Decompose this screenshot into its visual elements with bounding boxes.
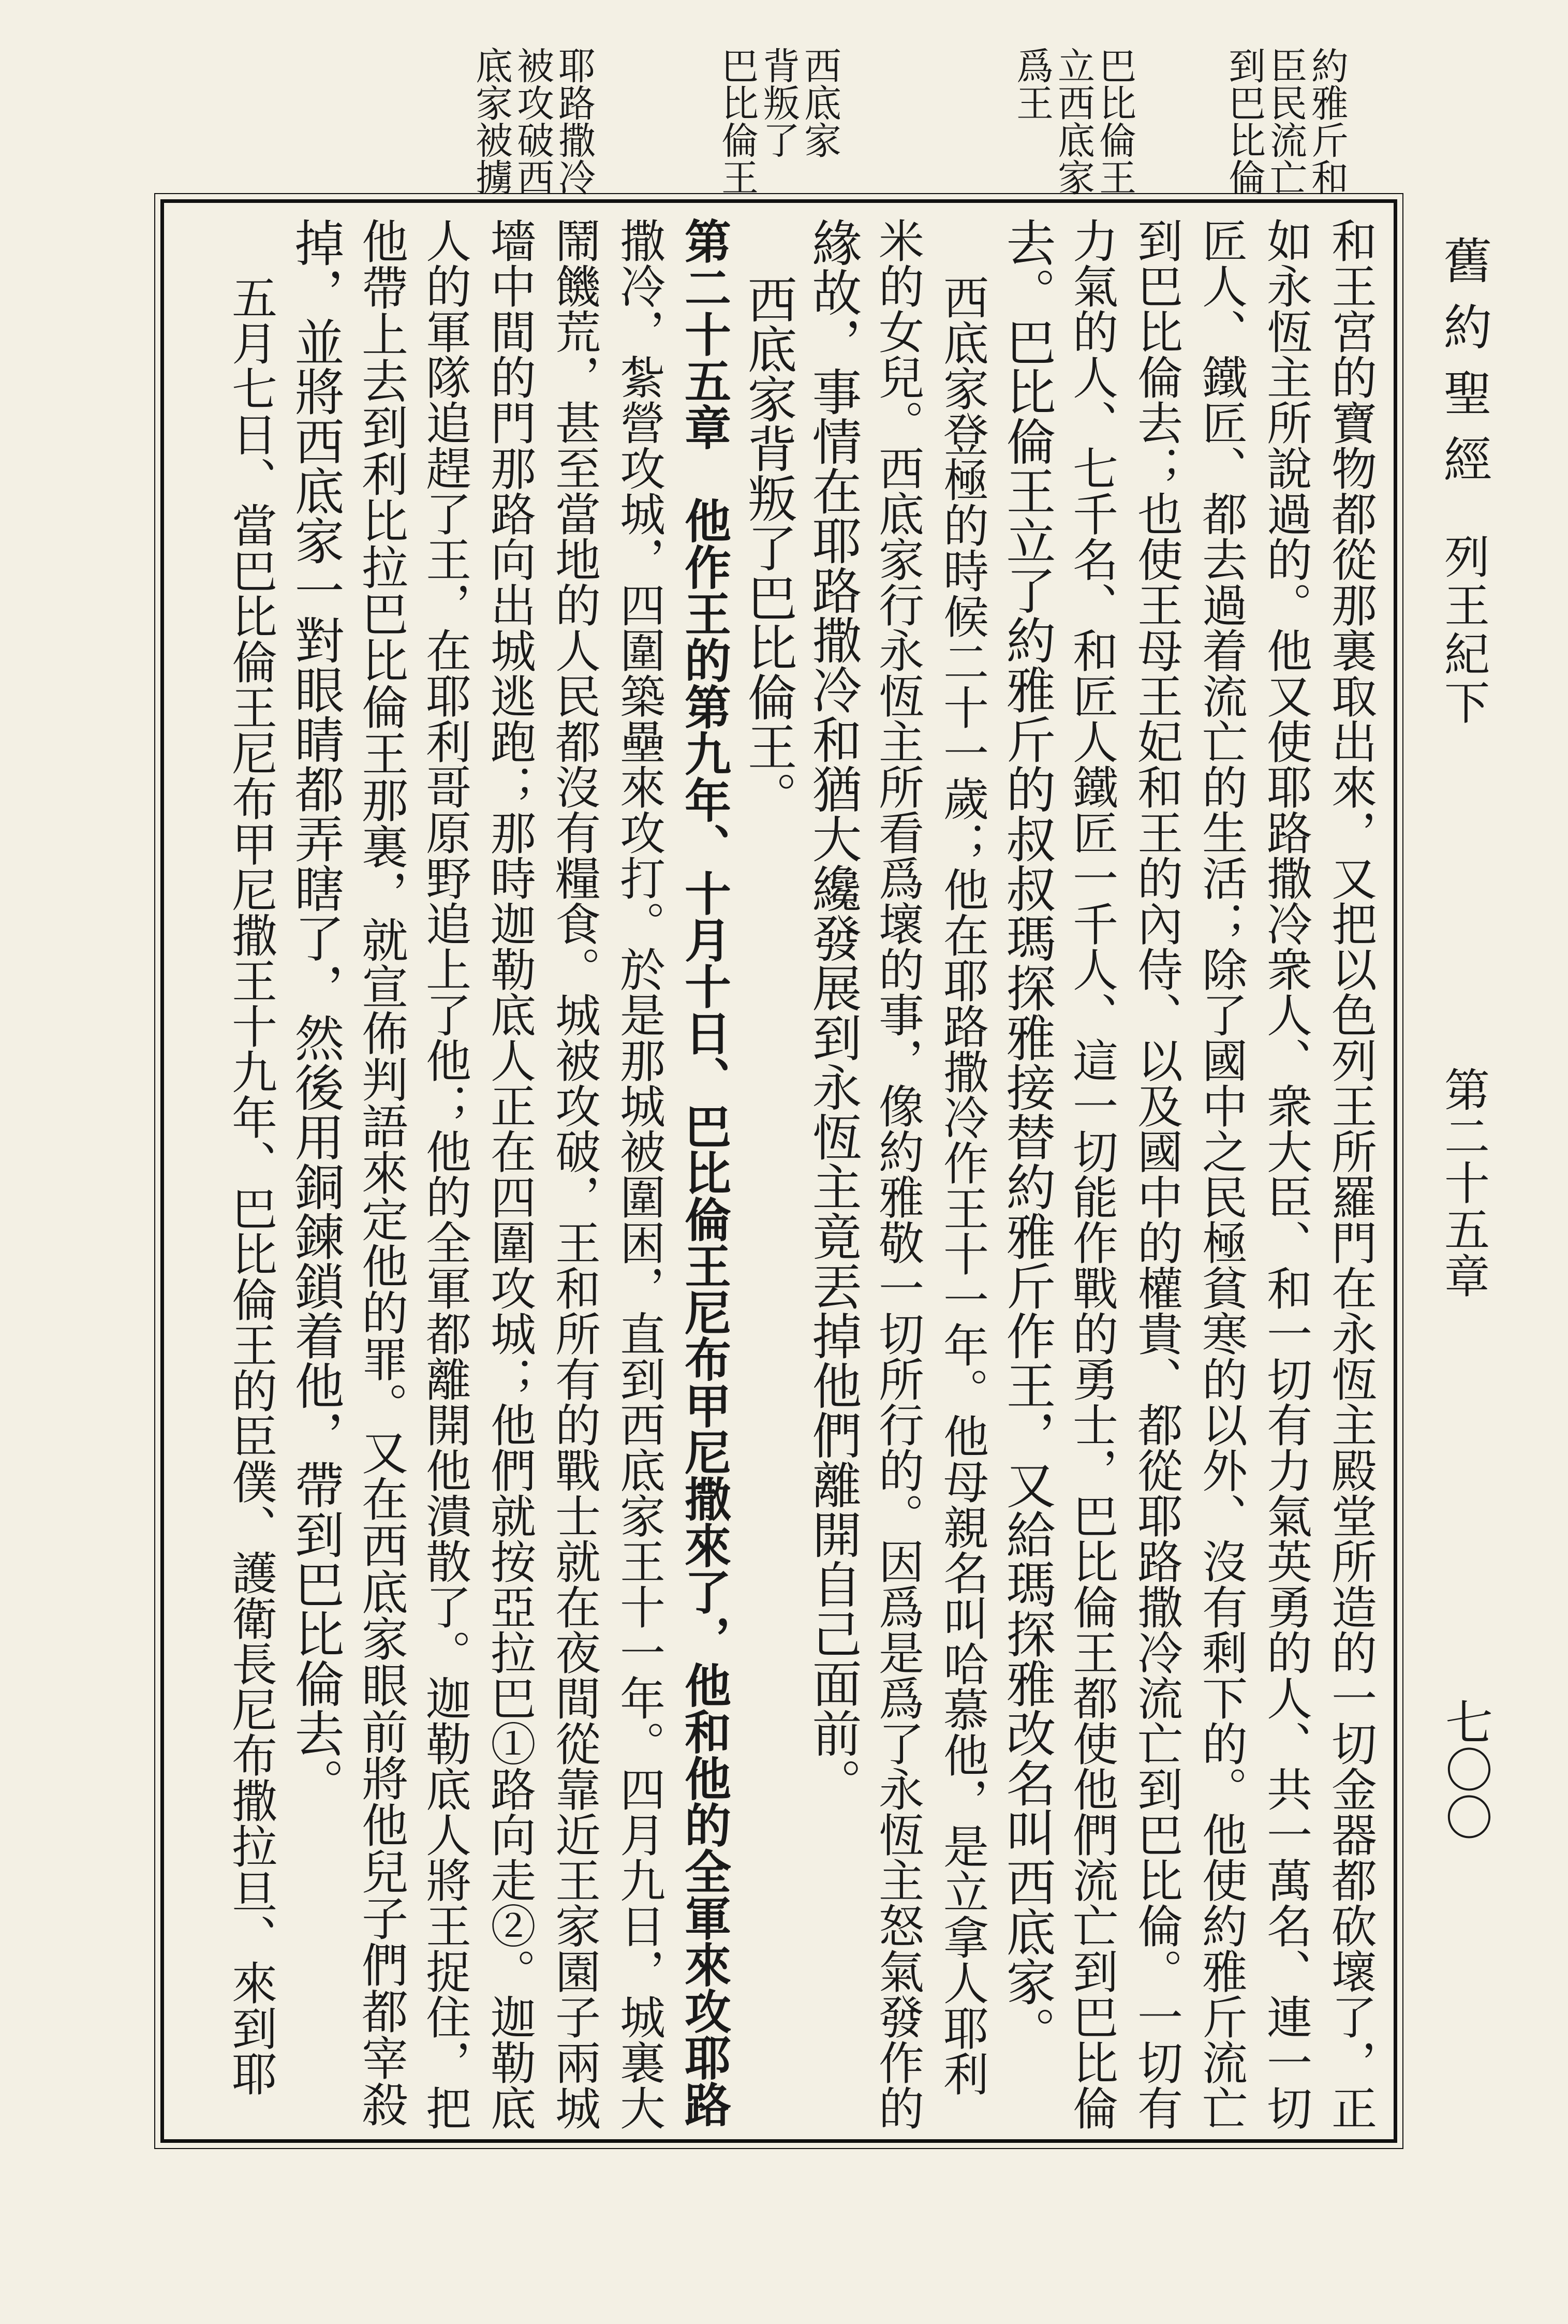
margin-note-line: 底家被擄	[469, 47, 513, 196]
margin-note-line: 立西底家	[1052, 47, 1095, 196]
text-column: 西底家登極的時候二十一歲；他在耶路撒冷作王十一年。他母親名叫哈慕他，是立拿人耶利	[936, 274, 989, 2096]
margin-note-line: 爲王	[1010, 47, 1054, 121]
text-column: 緣故，事情在耶路撒冷和猶大纔發展到永恆主竟丟掉他們離開自己面前。	[804, 217, 862, 1807]
text-column: 撒冷，紮營攻城，四圍築壘來攻打。於是那城被圍困，直到西底家王十一年。四月九日，城裏大	[613, 217, 666, 2130]
text-column: 匠人、鐵匠、都去過着流亡的生活；除了國中之民極貧寒的以外、沒有剩下的。他使約雅斤流亡	[1195, 217, 1248, 2130]
margin-note-line: 耶路撒冷	[552, 47, 596, 196]
running-title: 舊約聖經	[1435, 236, 1491, 501]
text-column: 人的軍隊追趕了王，在耶利哥原野追上了他；他的全軍都離開他潰散了。迦勒底人將王捉住，把	[419, 217, 472, 2130]
chapter-heading-column: 第二十五章 他作王的第九年、十月十日、巴比倫王尼布甲尼撒來了，他和他的全軍來攻耶路	[676, 217, 731, 2127]
text-column: 五月七日、當巴比倫王尼布甲尼撒王十九年、巴比倫王的臣僕、護衛長尼布撒拉旦、來到耶	[225, 274, 278, 2096]
running-book-name: 列王紀下	[1437, 533, 1490, 728]
text-body	[179, 217, 1387, 2132]
text-column: 力氣的人、七千名、和匠人鐵匠一千人、這一切能作戰的勇士，巴比倫王都使他們流亡到巴比倫	[1066, 217, 1119, 2130]
text-column: 鬧饑荒，甚至當地的人民都沒有糧食。城被攻破，王和所有的戰士就在夜間從靠近王家園子兩城	[548, 217, 601, 2130]
text-column: 墻中間的門那路向出城逃跑；那時迦勒底人正在四圍攻城；他們就按亞拉巴①路向走②。迦勒底	[483, 217, 537, 2130]
margin-note-line: 背叛了	[757, 47, 800, 158]
text-column: 去。巴比倫王立了約雅斤的叔叔瑪探雅接替約雅斤作王，又給瑪探雅改名叫西底家。	[998, 217, 1056, 2056]
text-column: 他帶上去到利比拉巴比倫王那裏，就宣佈判語來定他的罪。又在西底家眼前將他兒子們都宰殺	[353, 217, 408, 2127]
margin-note-line: 巴比倫王	[715, 47, 759, 196]
text-column: 和王宮的寶物都從那裏取出來，又把以色列王所羅門在永恆主殿堂所造的一切金器都砍壞了，正	[1324, 217, 1378, 2130]
text-column: 米的女兒。西底家行永恆主所看爲壞的事，像約雅敬一切所行的。因爲是爲了永恆主怒氣發作的	[871, 217, 925, 2130]
text-column: 掉，並將西底家一對眼睛都弄瞎了，然後用銅鍊鎖着他，帶到巴比倫去。	[287, 217, 345, 1807]
page-number: 七〇〇	[1438, 1698, 1493, 1841]
text-column: 到巴比倫去；也使王母王妃和王的內侍、以及國中的權貴、都從耶路撒冷流亡到巴比倫。一切有	[1130, 217, 1184, 2130]
margin-note-line: 臣民流亡	[1264, 47, 1307, 196]
running-chapter: 第二十五章	[1437, 1066, 1490, 1299]
margin-note-line: 西底家	[798, 47, 841, 158]
margin-note-line: 約雅斤和	[1305, 47, 1349, 196]
text-column: 西底家背叛了巴比倫王。	[739, 274, 797, 821]
text-column: 如永恆主所說過的。他又使耶路撒冷衆人、衆大臣、和一切有力氣英勇的人、共一萬名、連一切	[1260, 217, 1313, 2130]
margin-note-line: 被攻破西	[511, 47, 554, 196]
margin-note-line: 到巴比倫	[1222, 47, 1266, 196]
margin-note-line: 巴比倫王	[1093, 47, 1136, 196]
